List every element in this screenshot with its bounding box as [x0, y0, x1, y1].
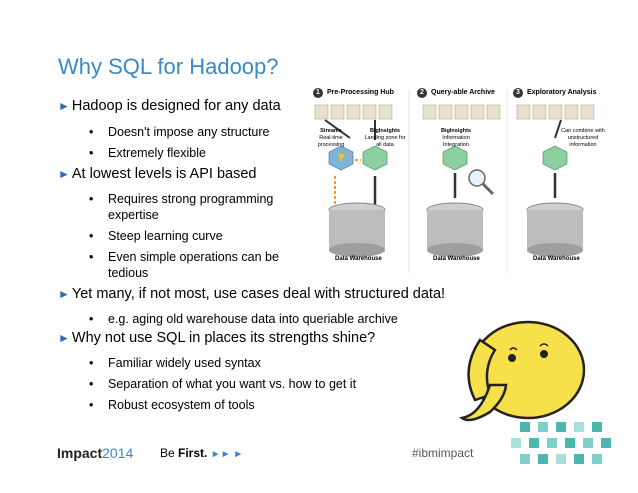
combine-caption: Can combine with unstructured information: [561, 128, 605, 148]
database-icon: [527, 203, 583, 257]
magnifier-icon: [469, 170, 493, 194]
panel-1-header: 1 Pre-Processing Hub: [313, 88, 394, 98]
bullet-arrow-icon: ►: [58, 331, 70, 345]
bullet-arrow-icon: ►: [58, 167, 70, 181]
data-warehouse-label: Data Warehouse: [533, 256, 580, 262]
hadoop-elephant-logo: [450, 300, 600, 430]
biginsights-hub-icon-2: [443, 146, 467, 170]
sub-bullet: • Doesn't impose any structure: [89, 125, 270, 139]
streams-hub-icon: [329, 146, 353, 170]
diagram-graphics: [305, 88, 605, 273]
source-icons-panel-2: [423, 105, 500, 119]
panel-2-header: 2 Query-able Archive: [417, 88, 495, 98]
hashtag: #ibmimpact: [412, 446, 474, 460]
sub-bullet-continued: expertise: [108, 208, 159, 222]
bullet-4: ► Why not use SQL in places its strengths shine?: [58, 330, 376, 346]
sub-bullet: • Requires strong programming: [89, 192, 274, 206]
data-warehouse-label: Data Warehouse: [433, 256, 480, 262]
source-icons-panel-3: [517, 105, 594, 119]
biginsights-caption-2: BigInsights Information Integration: [441, 128, 471, 148]
bullet-arrow-icon: ►: [58, 287, 70, 301]
source-icons-panel-1: [315, 105, 392, 119]
sub-bullet-continued: tedious: [108, 266, 149, 280]
sub-bullet: • Steep learning curve: [89, 229, 223, 243]
data-warehouse-label: Data Warehouse: [335, 256, 382, 262]
database-icon: [329, 203, 385, 257]
sub-bullet: • Familiar widely used syntax: [89, 356, 261, 370]
sub-bullet: • Even simple operations can be: [89, 250, 279, 264]
streams-caption: Streams Real-time processing: [317, 128, 345, 148]
sub-bullet: • Extremely flexible: [89, 146, 206, 160]
bullet-1: ► Hadoop is designed for any data: [58, 98, 281, 114]
impact-logo: Impact2014: [57, 445, 134, 461]
forward-arrows-icon: ►► ►: [210, 449, 244, 460]
biginsights-hub-icon-3: [543, 146, 567, 170]
panel-3-header: 3 Exploratory Analysis: [513, 88, 596, 98]
database-icon: [427, 203, 483, 257]
biginsights-hub-icon: [363, 146, 387, 170]
biginsights-caption-1: BigInsights Landing zone for all data: [364, 128, 406, 148]
hadoop-use-case-diagram: [305, 88, 605, 273]
decorative-squares-pattern: [500, 420, 620, 470]
sub-bullet: • e.g. aging old warehouse data into queriable archive: [89, 312, 398, 326]
bullet-2: ► At lowest levels is API based: [58, 166, 257, 182]
bullet-arrow-icon: ►: [58, 99, 70, 113]
sub-bullet: • Robust ecosystem of tools: [89, 398, 255, 412]
bullet-3: ► Yet many, if not most, use cases deal with structured data!: [58, 286, 446, 302]
sub-bullet: • Separation of what you want vs. how to get it: [89, 377, 357, 391]
slide-title: Why SQL for Hadoop?: [58, 54, 279, 79]
be-first-tagline: Be First. ►► ►: [160, 446, 244, 460]
